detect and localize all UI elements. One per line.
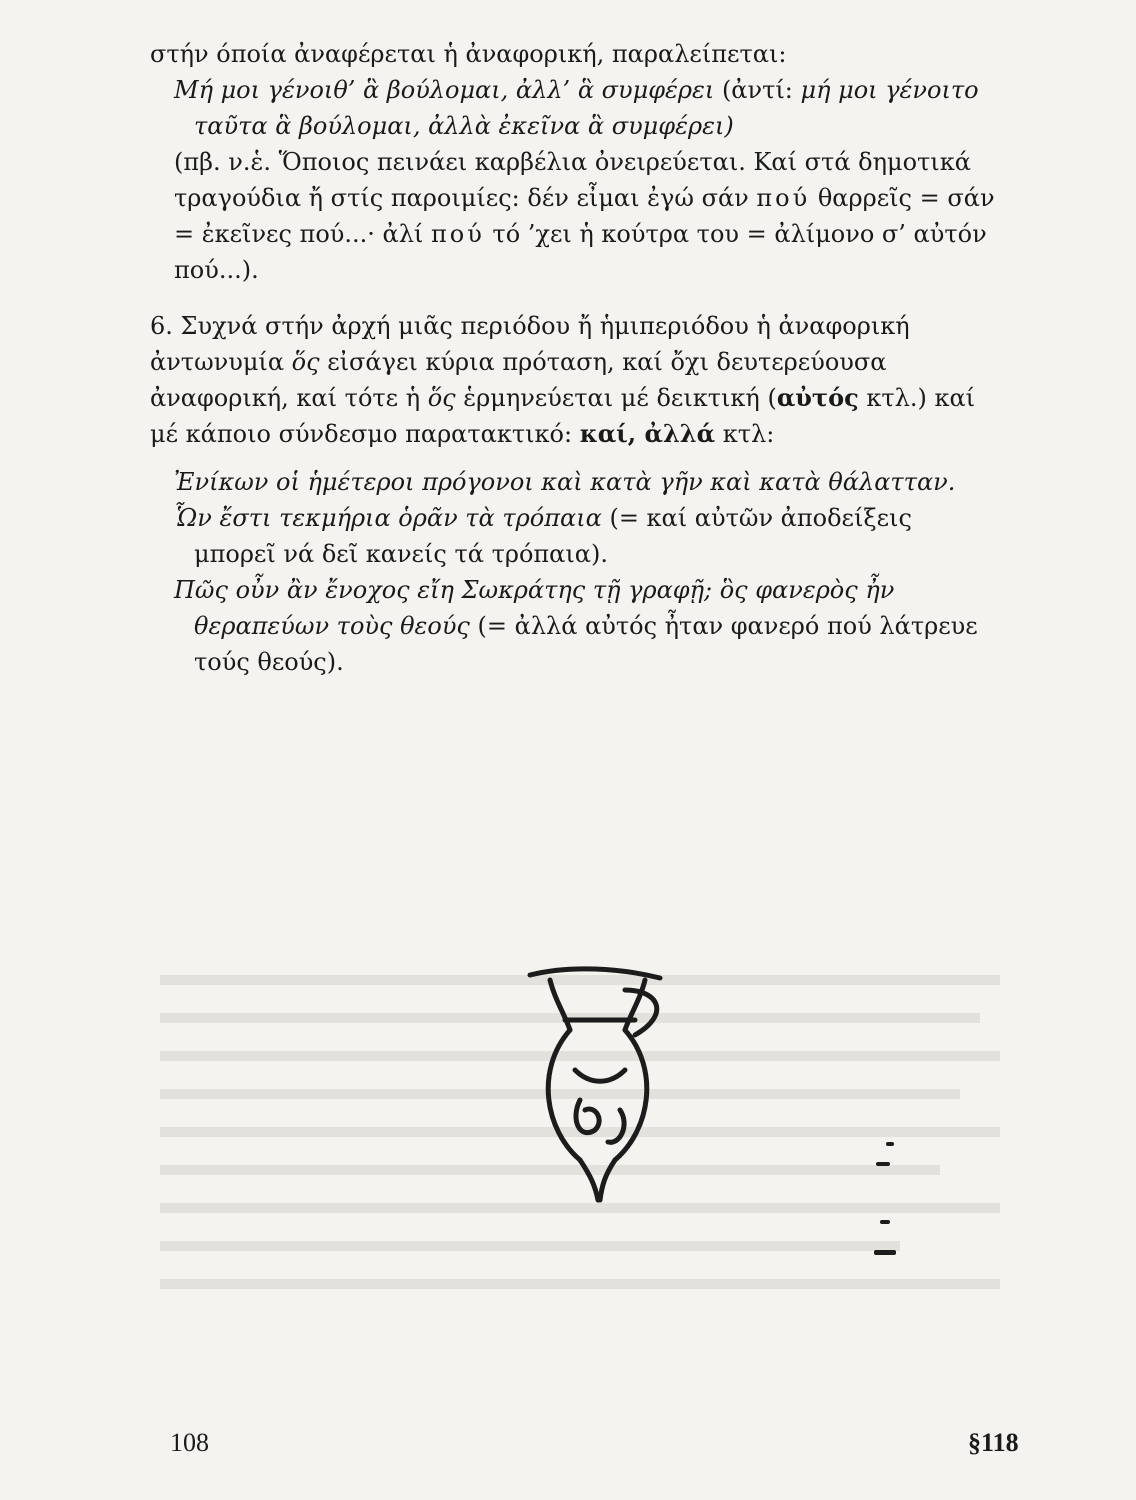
vase-ornament-icon (510, 960, 700, 1210)
ink-marks (866, 1140, 906, 1260)
paragraph-modern-greek: (πβ. ν.ἑ. Ὅποιος πεινάει καρβέλια ὀνειρεύεται. Καί στά δημοτικά τραγούδια ἤ στίς παροιμίες: δέν εἶμαι ἐγώ σάν πού θαρρεῖς = σάν = ἐκεῖνες πού...· ἀλί πού τό ’χει ἡ κούτρα του = ἀλίμονο σ’ αὐτόν πού...). (174, 148, 995, 284)
section-number: §118 (968, 1428, 1019, 1457)
example-2-line-1: Ἐνίκων οἱ ἡμέτεροι πρόγονοι καὶ κατὰ γῆν καὶ κατὰ θάλατταν. (174, 468, 956, 496)
example-1: Μή μοι γένοιθ’ ἃ βούλομαι, ἀλλ’ ἃ συμφέρει (ἀντί: μή μοι γένοιτο ταῦτα ἃ βούλομαι, ἀλλὰ ἐκεῖνα ἃ συμφέρει) (174, 76, 979, 140)
intro-line: στήν όποία ἀναφέρεται ἡ ἀναφορική, παραλείπεται: (150, 40, 787, 68)
body-text (150, 36, 1000, 680)
example-3: Πῶς οὖν ἂν ἔνοχος εἴη Σωκράτης τῇ γραφῇ; ὃς φανερὸς ἦν θεραπεύων τοὺς θεούς (= ἀλλά αὐτός ἦταν φανερό πού λάτρευε τούς θεούς). (174, 576, 978, 676)
page-number: 108 (170, 1428, 209, 1457)
example-2-line-2: Ὧν ἔστι τεκμήρια ὁρᾶν τὰ τρόπαια (= καί αὐτῶν ἀποδείξεις μπορεῖ νά δεῖ κανείς τά τρόπαια). (174, 504, 912, 568)
section-6: 6. Συχνά στήν ἀρχή μιᾶς περιόδου ἤ ἡμιπεριόδου ἡ ἀναφορική ἀντωνυμία ὅς εἰσάγει κύρια πρόταση, καί ὄχι δευτερεύουσα ἀναφορική, καί τότε ἡ ὅς ἑρμηνεύεται μέ δεικτική (αὐτός κτλ.) καί μέ κάποιο σύνδεσμο παρατακτικό: καί, ἀλλά κτλ: (150, 312, 976, 448)
